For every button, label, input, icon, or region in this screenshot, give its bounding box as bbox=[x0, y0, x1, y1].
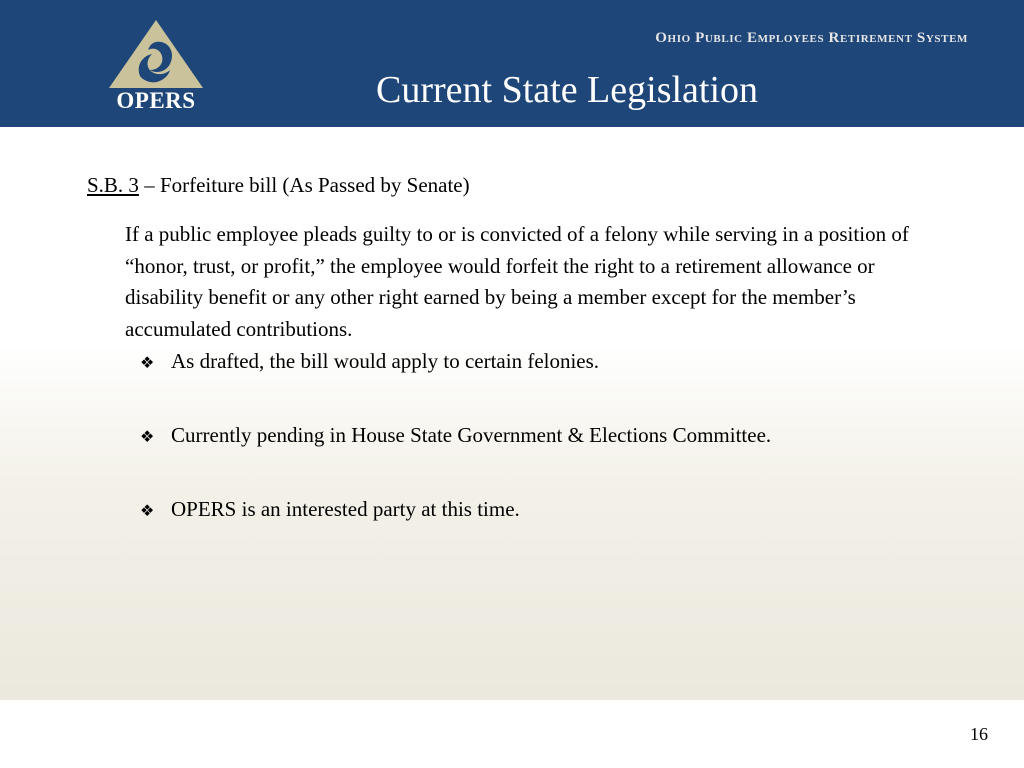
bill-title: – Forfeiture bill (As Passed by Senate) bbox=[138, 173, 470, 197]
header-banner bbox=[0, 0, 1024, 127]
organization-name: Ohio Public Employees Retirement System bbox=[655, 30, 968, 46]
bill-id: S.B. 3 bbox=[87, 173, 139, 197]
list-item bbox=[140, 423, 771, 453]
page-title: Current State Legislation bbox=[376, 69, 759, 111]
bill-heading bbox=[87, 173, 470, 198]
bullet-list bbox=[140, 349, 771, 571]
bullet-text: As drafted, the bill would apply to certain felonies. bbox=[171, 349, 600, 373]
bullet-text: Currently pending in House State Government & Elections Committee. bbox=[171, 423, 772, 447]
list-item bbox=[140, 497, 771, 527]
diamond-bullet-icon: ❖ bbox=[140, 427, 155, 446]
opers-triangle-logo-icon bbox=[106, 18, 206, 90]
diamond-bullet-icon: ❖ bbox=[140, 353, 155, 372]
bullet-text: OPERS is an interested party at this time. bbox=[171, 497, 520, 521]
opers-logo bbox=[100, 18, 212, 116]
list-item bbox=[140, 349, 771, 379]
bill-description: If a public employee pleads guilty to or is convicted of a felony while serving in a position of “honor, trust, or profit,” the employee would forfeit the right to a retirement allowance or disability benefit or any other right earned by being a member except for the member’s accumulated contributions. bbox=[125, 222, 909, 341]
page-number: 16 bbox=[970, 724, 988, 744]
diamond-bullet-icon: ❖ bbox=[140, 501, 155, 520]
logo-text: OPERS bbox=[116, 88, 196, 113]
